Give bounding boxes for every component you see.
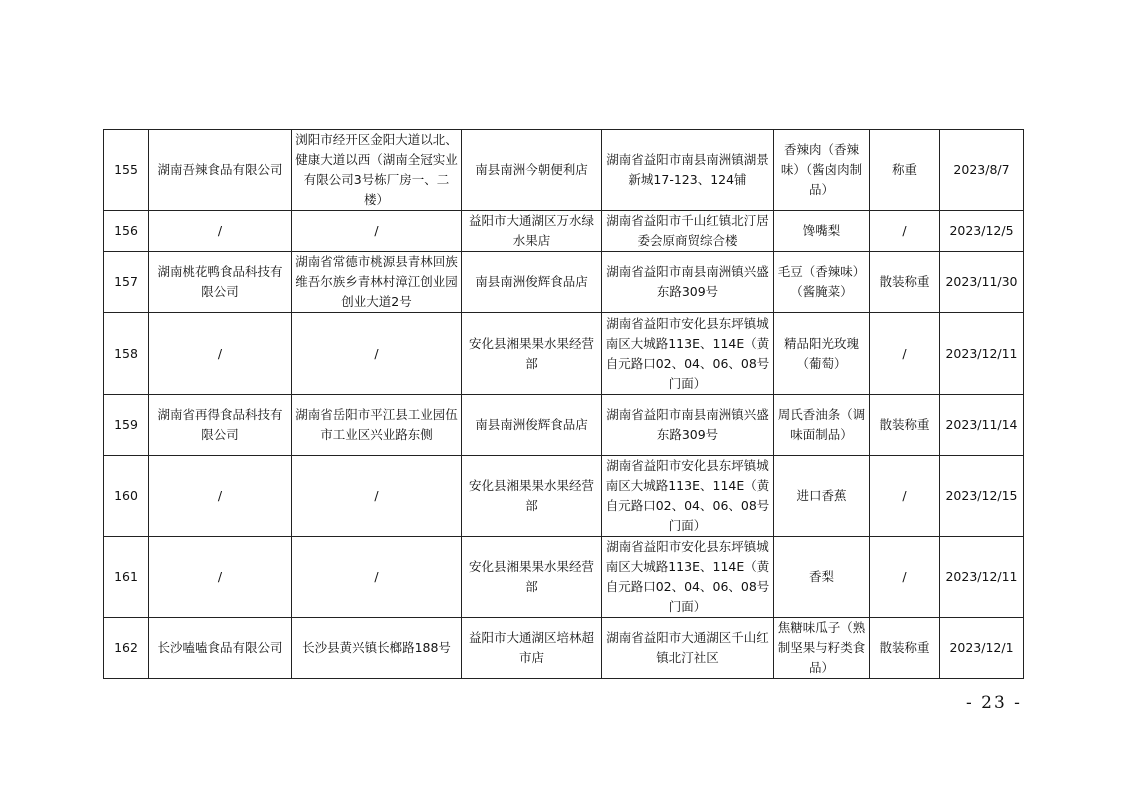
cell-producer: 长沙嗑嗑食品有限公司	[149, 618, 292, 679]
cell-seller-addr: 湖南省益阳市安化县东坪镇城南区大城路113E、114E（黄自元路口02、04、06、08号门面）	[602, 537, 774, 618]
cell-producer-addr: /	[292, 313, 462, 395]
cell-date: 2023/12/11	[940, 313, 1024, 395]
cell-product: 进口香蕉	[774, 456, 870, 537]
table-row	[104, 130, 1024, 211]
cell-date: 2023/11/30	[940, 252, 1024, 313]
cell-seller: 安化县湘果果水果经营部	[462, 537, 602, 618]
page-number: - 23 -	[966, 693, 1022, 713]
cell-spec: /	[870, 537, 940, 618]
cell-no: 156	[104, 211, 149, 252]
table-row	[104, 395, 1024, 456]
cell-seller-addr: 湖南省益阳市安化县东坪镇城南区大城路113E、114E（黄自元路口02、04、06、08号门面）	[602, 456, 774, 537]
cell-producer: /	[149, 211, 292, 252]
cell-no: 162	[104, 618, 149, 679]
cell-producer: /	[149, 456, 292, 537]
cell-producer: /	[149, 313, 292, 395]
cell-date: 2023/12/11	[940, 537, 1024, 618]
cell-spec: /	[870, 456, 940, 537]
cell-spec: /	[870, 211, 940, 252]
cell-seller-addr: 湖南省益阳市千山红镇北汀居委会原商贸综合楼	[602, 211, 774, 252]
cell-seller-addr: 湖南省益阳市南县南洲镇湖景新城17-123、124铺	[602, 130, 774, 211]
cell-no: 161	[104, 537, 149, 618]
table-body	[104, 130, 1024, 679]
cell-seller-addr: 湖南省益阳市南县南洲镇兴盛东路309号	[602, 395, 774, 456]
cell-spec: 散装称重	[870, 395, 940, 456]
cell-seller-addr: 湖南省益阳市南县南洲镇兴盛东路309号	[602, 252, 774, 313]
cell-producer: 湖南吾辣食品有限公司	[149, 130, 292, 211]
cell-producer-addr: /	[292, 456, 462, 537]
cell-spec: 称重	[870, 130, 940, 211]
table-row	[104, 537, 1024, 618]
cell-producer: 湖南省再得食品科技有限公司	[149, 395, 292, 456]
cell-product: 香梨	[774, 537, 870, 618]
cell-product: 周氏香油条（调味面制品）	[774, 395, 870, 456]
cell-spec: /	[870, 313, 940, 395]
cell-producer-addr: 长沙县黄兴镇长榔路188号	[292, 618, 462, 679]
cell-producer-addr: 浏阳市经开区金阳大道以北、健康大道以西（湖南全冠实业有限公司3号栋厂房一、二楼）	[292, 130, 462, 211]
cell-no: 157	[104, 252, 149, 313]
cell-no: 160	[104, 456, 149, 537]
cell-product: 香辣肉（香辣味）（酱卤肉制品）	[774, 130, 870, 211]
cell-producer-addr: /	[292, 211, 462, 252]
cell-product: 焦糖味瓜子（熟制坚果与籽类食品）	[774, 618, 870, 679]
cell-producer-addr: 湖南省岳阳市平江县工业园伍市工业区兴业路东侧	[292, 395, 462, 456]
inspection-table	[103, 129, 1024, 679]
cell-producer-addr: 湖南省常德市桃源县青林回族维吾尔族乡青林村漳江创业园创业大道2号	[292, 252, 462, 313]
table-row	[104, 456, 1024, 537]
cell-seller: 南县南洲俊辉食品店	[462, 252, 602, 313]
cell-seller: 安化县湘果果水果经营部	[462, 456, 602, 537]
cell-seller: 益阳市大通湖区培林超市店	[462, 618, 602, 679]
cell-product: 馋嘴梨	[774, 211, 870, 252]
cell-seller: 益阳市大通湖区万水绿水果店	[462, 211, 602, 252]
cell-date: 2023/12/15	[940, 456, 1024, 537]
cell-seller: 南县南洲今朝便利店	[462, 130, 602, 211]
cell-producer-addr: /	[292, 537, 462, 618]
cell-date: 2023/12/5	[940, 211, 1024, 252]
cell-no: 158	[104, 313, 149, 395]
cell-spec: 散装称重	[870, 618, 940, 679]
cell-no: 155	[104, 130, 149, 211]
table-row	[104, 252, 1024, 313]
cell-seller-addr: 湖南省益阳市安化县东坪镇城南区大城路113E、114E（黄自元路口02、04、06、08号门面）	[602, 313, 774, 395]
cell-product: 精品阳光玫瑰（葡萄）	[774, 313, 870, 395]
table-row	[104, 618, 1024, 679]
cell-no: 159	[104, 395, 149, 456]
table-row	[104, 313, 1024, 395]
cell-spec: 散装称重	[870, 252, 940, 313]
cell-producer: 湖南桃花鸭食品科技有限公司	[149, 252, 292, 313]
cell-date: 2023/8/7	[940, 130, 1024, 211]
cell-seller-addr: 湖南省益阳市大通湖区千山红镇北汀社区	[602, 618, 774, 679]
cell-producer: /	[149, 537, 292, 618]
cell-date: 2023/11/14	[940, 395, 1024, 456]
cell-date: 2023/12/1	[940, 618, 1024, 679]
table-row	[104, 211, 1024, 252]
cell-seller: 南县南洲俊辉食品店	[462, 395, 602, 456]
cell-product: 毛豆（香辣味）（酱腌菜）	[774, 252, 870, 313]
cell-seller: 安化县湘果果水果经营部	[462, 313, 602, 395]
